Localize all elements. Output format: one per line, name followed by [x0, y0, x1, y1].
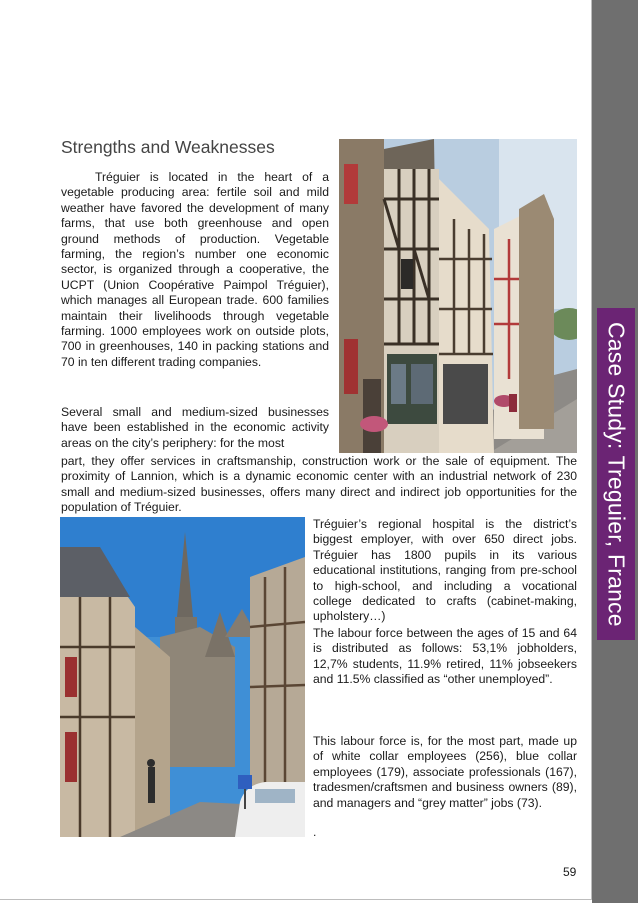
paragraph-agriculture: Tréguier is located in the heart of a vegetable producing area: fertile soil and mild weather have favored the development of many farms, that use both greenhouse and open ground methods of production. Vegetable farming, the region’s number one economic sector, is organized through a cooperative, the UCPT (Union Coopérative Paimpol Tréguier), which manages all European trade. 600 families maintain their livelihoods through vegetable farming. 1000 employees work on outside plots, 700 in greenhouses, 140 in packing stations and 70 in ten different trading companies. — [61, 170, 329, 369]
photo-cathedral-street — [60, 517, 305, 837]
section-heading: Strengths and Weaknesses — [61, 137, 275, 157]
paragraph-hospital: Tréguier’s regional hospital is the district’s biggest employer, with over 650 direct jobs. Tréguier has 1800 pupils in its various educational institutions, ranging from pre-school to high-school, and including a vocational college dedicated to crafts (cabinet-making, upholstery…) — [313, 517, 577, 624]
paragraph-end-dot: . — [313, 825, 317, 839]
paragraph-businesses-continued: part, they offer services in craftsmanship, construction work or the sale of equipment. The proximity of Lannion, which is a dynamic economic center with an industrial network of 230 small and medium-sized businesses, offers many direct and indirect job opportunities for the population of Tréguier. — [61, 454, 577, 515]
paragraph-businesses: Several small and medium-sized businesses have been established in the economic activity areas on the city’s periphery: for the most — [61, 405, 329, 450]
paragraph-labour-force: The labour force between the ages of 15 and 64 is distributed as follows: 53,1% jobholders, 12,7% students, 11.9% retired, 11% jobseekers and 11.5% classified as “other unemployed”. — [313, 626, 577, 687]
page-number: 59 — [563, 865, 577, 879]
paragraph-labour-composition: This labour force is, for the most part, made up of white collar employees (256), blue collar employees (179), associate professionals (167), tradesmen/craftsmen and business owners (89), and managers and “grey matter” jobs (73). — [313, 734, 577, 810]
photo-half-timbered-houses — [339, 139, 577, 453]
section-tab-label: Case Study: Treguier, France — [603, 321, 630, 627]
